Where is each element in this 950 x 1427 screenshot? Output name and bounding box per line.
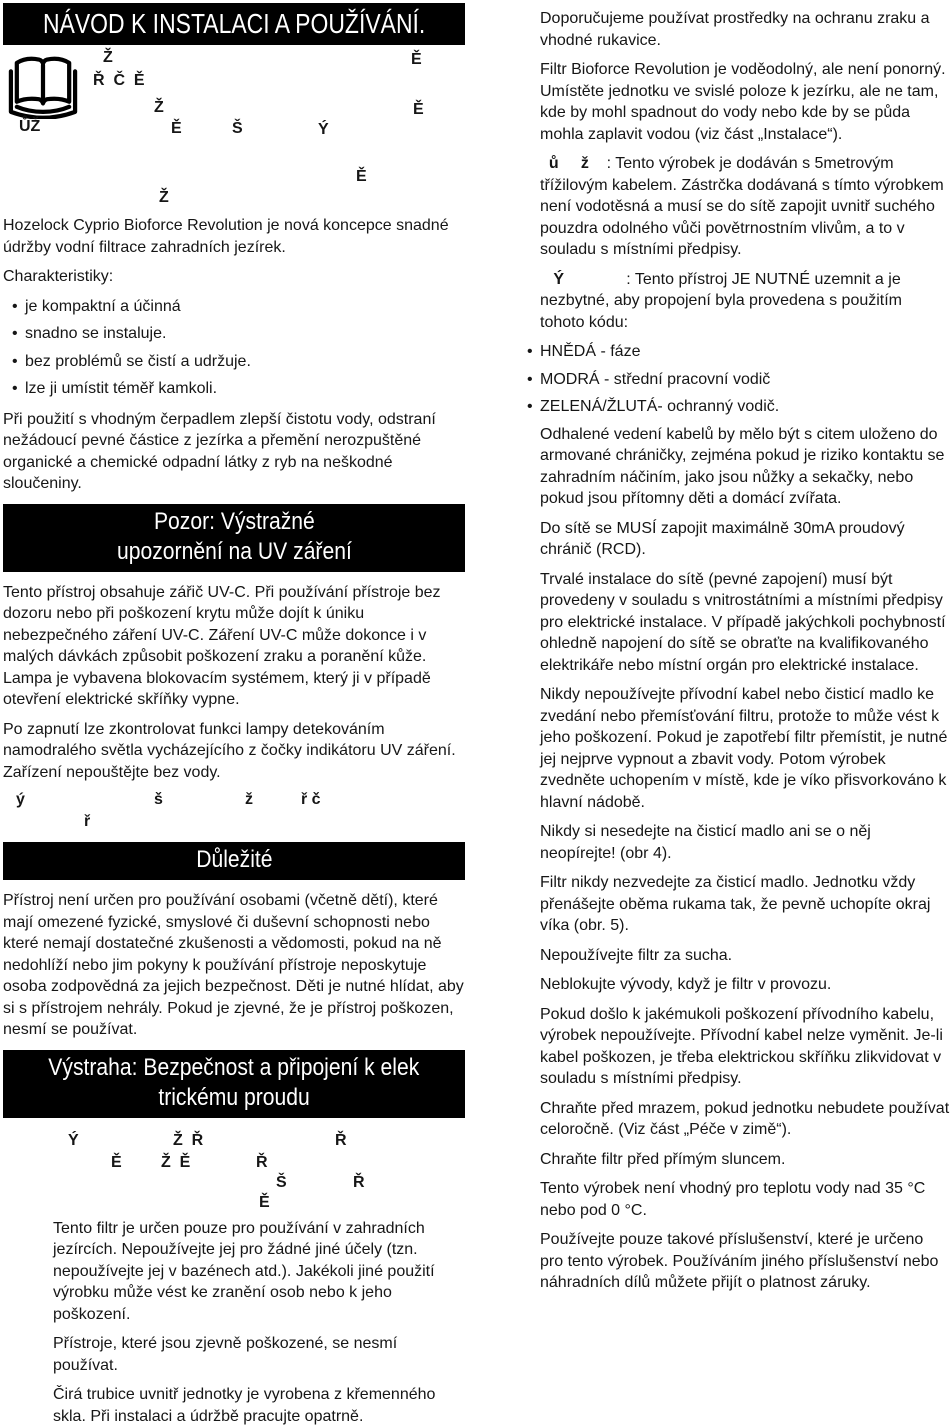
stray-diacritic-glyph: š [154, 791, 163, 809]
bullet-text: HNĚDÁ - fáze [540, 341, 640, 363]
uv-warning-heading-line1: Pozor: Výstražné [154, 507, 315, 537]
stray-diacritic-glyph: Ě [413, 101, 424, 119]
stray-diacritic-glyph: ř [84, 813, 90, 831]
uv-paragraph-1: Tento přístroj obsahuje zářič UV-C. Při používání přístroje bez dozoru nebo při poškození krytu může dojít k úniku nebezpečného záření UV-C. Záření UV-C může dokonce i v malých dávkách způsobit poškození zraku a poranění kůže. Lampa je vybavena blokovacím systémem, který ji v případě otevření elektrické skříňky vypne. [3, 582, 465, 711]
characteristics-label: Charakteristiky: [3, 266, 465, 288]
stray-diacritic-glyph: ř č [301, 791, 321, 809]
bullet-text: bez problémů se čistí a udržuje. [25, 351, 251, 373]
stray-diacritic-glyph: ŮŽ [19, 118, 40, 136]
indented-paragraph-block [53, 1218, 465, 1427]
stray-diacritic-glyph: Ě [356, 168, 367, 186]
paragraph: Tento výrobek není vhodný pro teplotu vody nad 35 °C nebo pod 0 °C. [540, 1178, 950, 1221]
stray-diacritic-glyph: Ř [335, 1132, 347, 1150]
right-column [540, 3, 950, 1427]
bullet-text: snadno se instaluje. [25, 323, 166, 345]
paragraph: Pokud došlo k jakémukoli poškození přívodního kabelu, výrobek nepoužívejte. Přívodní kabel nelze vyměnit. Je-li kabel poškozen, je třeba elektrickou skříňku zlikvidovat v souladu s místními předpisy. [540, 1004, 950, 1090]
paragraph: Chraňte před mrazem, pokud jednotku nebudete používat celoročně. (Viz část „Péče v zimě“). [540, 1098, 950, 1141]
stray-diacritic-glyph: Ý [318, 121, 329, 139]
bullet-marker: • [12, 378, 25, 400]
stray-diacritic-glyph: Ž Ě [161, 1154, 190, 1172]
page-title: NÁVOD K INSTALACI A POUŽÍVÁNÍ. [43, 3, 425, 45]
bullet-marker: • [527, 369, 540, 391]
stray-diacritic-glyph: Ě [171, 120, 182, 138]
features-list [3, 296, 465, 400]
uv-paragraph-2: Po zapnutí lze zkontrolovat funkci lampy detekováním namodralého světla vycházejícího z čočky indikátoru UV záření. Zařízení nepouštějte bez vody. [3, 719, 465, 784]
stray-diacritic-glyph: ž [245, 791, 253, 809]
bullet-text: je kompaktní a účinná [25, 296, 181, 318]
intro-paragraph: Hozelock Cyprio Bioforce Revolution je nová koncepce snadné údržby vodní filtrace zahradních jezírek. [3, 215, 465, 258]
quartz-tube-paragraph: Čirá trubice uvnitř jednotky je vyrobena z křemenného skla. Při instalaci a údržbě pracujte opatrně. [53, 1384, 465, 1427]
important-heading [3, 842, 465, 880]
stray-diacritic-glyph: ý [16, 791, 25, 809]
bullet-item [527, 369, 950, 391]
header-figure [3, 47, 465, 215]
paragraph: Neblokujte vývody, když je filtr v provozu. [540, 974, 950, 996]
paragraph: Odhalené vedení kabelů by mělo být s citem uloženo do armované chráničky, zejména pokud je riziko kontaktu se zahradním náčiním, jako jsou nůžky a sekačky, nebo pokud jsou přítomny děti a domácí zvířata. [540, 424, 950, 510]
bullet-marker: • [12, 351, 25, 373]
uv-warning-heading-line2: upozornění na UV záření [117, 537, 352, 567]
stray-diacritic-glyph: Ě [259, 1194, 270, 1212]
bullet-item [12, 378, 465, 400]
paragraph: Trvalé instalace do sítě (pevné zapojení) musí být provedeny v souladu s vnitrostátními a místními předpisy pro elektrické instalace. V případě jakýchkoli pochybností ohledně napojení do sítě se obraťte na kvalifikovaného elektrikáře nebo místní orgán pro elektrické instalace. [540, 569, 950, 677]
paragraph: Nikdy si nesedejte na čisticí madlo ani se o něj neopírejte! (obr 4). [540, 821, 950, 864]
bullet-item [527, 396, 950, 418]
stray-diacritic-glyph: Ě [111, 1154, 122, 1172]
title-bar [3, 3, 465, 45]
stray-diacritic-glyph: Ž [159, 189, 169, 207]
left-column [3, 3, 465, 1427]
stray-diacritic-glyph: Š [232, 120, 243, 138]
bullet-text: MODRÁ - střední pracovní vodič [540, 369, 770, 391]
bullet-item [12, 323, 465, 345]
important-paragraph: Přístroj není určen pro používání osobami (včetně dětí), které mají omezené fyzické, smyslové či duševní schopnosti nebo které nemají dostatečné zkušenosti a vědomosti, pokud na ně nedohlíží nebo jim pokyny k používání přístroje neposkytuje osoba zodpovědná za jejich bezpečnost. Děti je nutné hlídat, aby si s přístrojem nehrály. Pokud je zjevné, že je přístroj poškozen, nesmí se používat. [3, 890, 465, 1041]
important-heading-text: Důležité [196, 845, 272, 875]
paragraph: Filtr nikdy nezvedejte za čisticí madlo. Jednotku vždy přenášejte oběma rukama tak, že pevně uchopíte okraj víka (obr. 5). [540, 872, 950, 937]
bullet-marker: • [12, 323, 25, 345]
stray-diacritic-glyph: Ž [154, 99, 164, 117]
bullet-item [12, 351, 465, 373]
bullet-marker: • [527, 396, 540, 418]
bullet-marker: • [527, 341, 540, 363]
bullet-text: ZELENÁ/ŽLUTÁ- ochranný vodič. [540, 396, 779, 418]
paragraph: Chraňte filtr před přímým sluncem. [540, 1149, 950, 1171]
paragraph: Filtr Bioforce Revolution je voděodolný, ale není ponorný. Umístěte jednotku ve svislé poloze k jezírku, ale ne tam, kde by mohl spadnout do vody nebo kde by se půda mohla zaplavit vodou (viz část „Instalace“). [540, 59, 950, 145]
stray-diacritic-glyph: Ř [353, 1174, 365, 1192]
stray-diacritic-glyph: Ř [256, 1154, 268, 1172]
stray-diacritic-glyph: Ž Ř [173, 1132, 203, 1150]
pond-use-paragraph: Tento filtr je určen pouze pro používání v zahradních jezírcích. Nepoužívejte jej pro žádné jiné účely (tzn. nepoužívejte jej v bazénech atd.). Jakékoli jiné použití výrobku může vést ke zranění osob nebo k jeho poškození. [53, 1218, 465, 1326]
paragraph: ů ž : Tento výrobek je dodáván s 5metrovým třížilovým kabelem. Zástrčka dodávaná s tímto výrobkem není vodotěsná a musí se do sítě zapojit uvnitř suchého pouzdra odolného vůči povětrnostním vlivům, a to v souladu s místními předpisy. [540, 153, 950, 261]
stray-diacritic-prefix: Ý [540, 271, 626, 288]
stray-diacritic-glyph: Ý [68, 1132, 79, 1150]
bullet-text: lze ji umístit téměř kamkoli. [25, 378, 217, 400]
benefit-paragraph: Při použití s vhodným čerpadlem zlepší čistotu vody, odstraní nežádoucí pevné částice z jezírka a přemění nerozpuštěné organické a chemické odpadní látky z ryb na neškodné sloučeniny. [3, 409, 465, 495]
stray-glyphs-mid [3, 791, 465, 833]
bullet-item [12, 296, 465, 318]
stray-diacritic-glyph: Ř Č Ě [93, 72, 145, 90]
electric-safety-heading-line2: trickému proudu [158, 1083, 309, 1113]
paragraph: Ý : Tento přístroj JE NUTNÉ uzemnit a je nezbytné, aby propojení byla provedena s použitím tohoto kódu: [540, 269, 950, 334]
paragraph: Používejte pouze takové příslušenství, které je určeno pro tento výrobek. Používáním jiného příslušenství nebo náhradních dílů můžete přijít o platnost záruky. [540, 1229, 950, 1294]
stray-diacritic-glyph: Ž [103, 49, 113, 67]
damaged-device-paragraph: Přístroje, které jsou zjevně poškozené, se nesmí používat. [53, 1333, 465, 1376]
stray-diacritic-glyph: Ě [411, 51, 422, 69]
stray-diacritic-glyph: Š [276, 1174, 287, 1192]
stray-glyphs-header [3, 47, 465, 215]
bullet-item [527, 341, 950, 363]
stray-glyphs-electric [3, 1128, 465, 1214]
paragraph: Nepoužívejte filtr za sucha. [540, 945, 950, 967]
paragraph: Nikdy nepoužívejte přívodní kabel nebo čisticí madlo ke zvedání nebo přemísťování filtru, protože to může vést k jeho poškození. Pokud je zapotřebí filtr přemístit, je nutné jej nejprve vypnout a zbavit vody. Potom výrobek zvedněte uchopením v místě, kde je víko přisvorkováno k hlavní nádobě. [540, 684, 950, 813]
uv-warning-heading [3, 504, 465, 572]
electric-safety-heading-line1: Výstraha: Bezpečnost a připojení k elek [48, 1053, 419, 1083]
electric-safety-heading [3, 1050, 465, 1118]
paragraph: Doporučujeme používat prostředky na ochranu zraku a vhodné rukavice. [540, 8, 950, 51]
paragraph: Do sítě se MUSÍ zapojit maximálně 30mA proudový chránič (RCD). [540, 518, 950, 561]
bullet-marker: • [12, 296, 25, 318]
stray-diacritic-prefix: ů ž [540, 155, 607, 172]
